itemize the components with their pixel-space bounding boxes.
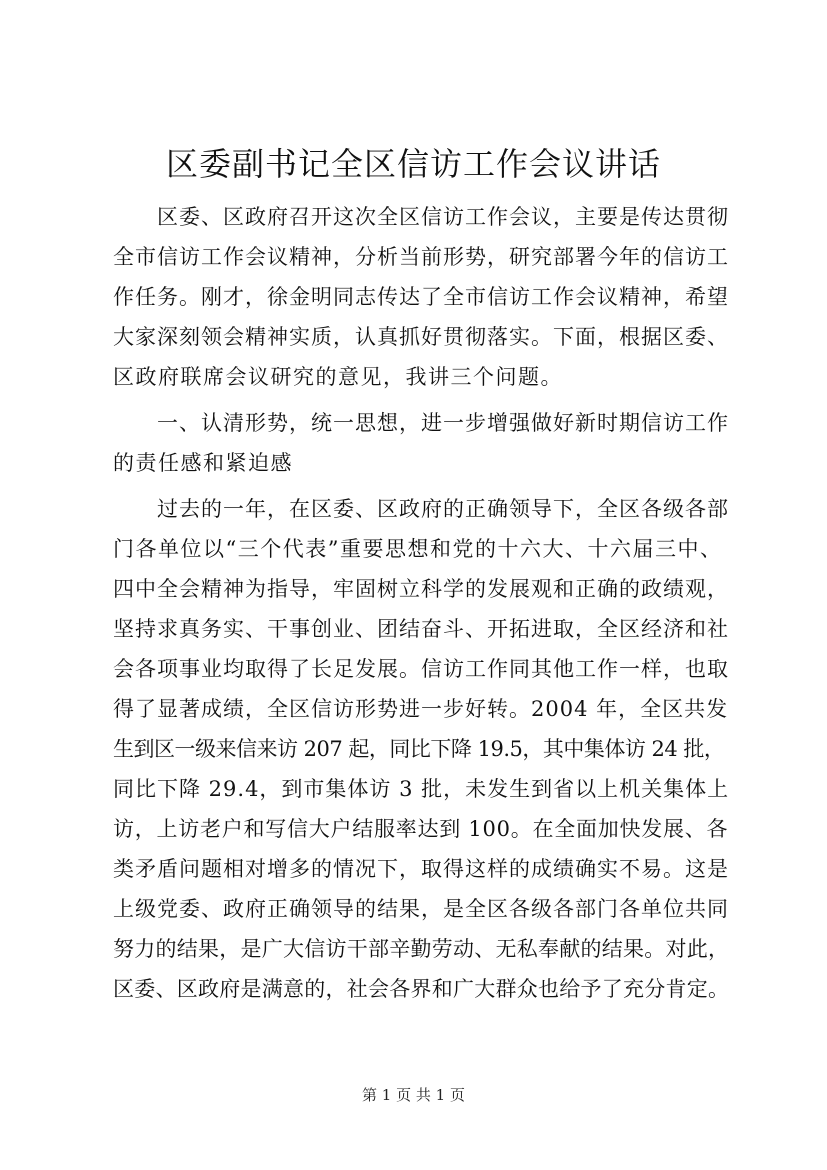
- body-line: 会各项事业均取得了长足发展。信访工作同其他工作一样，也取: [113, 657, 729, 681]
- body-line: 作任务。刚才，徐金明同志传达了全市信访工作会议精神，希望: [113, 285, 729, 309]
- body-line: 访，上访老户和写信大户结服率达到 100。在全面加快发展、各: [113, 817, 729, 841]
- body-line: 区委、区政府召开这次全区信访工作会议，主要是传达贯彻: [113, 205, 729, 229]
- body-line: 四中全会精神为指导，牢固树立科学的发展观和正确的政绩观，: [113, 577, 729, 601]
- body-line: 生到区一级来信来访 207 起，同比下降 19.5，其中集体访 24 批，: [113, 737, 725, 761]
- section-heading-line: 一、认清形势，统一思想，进一步增强做好新时期信访工作: [113, 411, 729, 435]
- body-line: 得了显著成绩，全区信访形势进一步好转。2004 年，全区共发: [113, 697, 729, 721]
- body-line: 坚持求真务实、干事创业、团结奋斗、开拓进取，全区经济和社: [113, 617, 729, 641]
- body-line: 努力的结果，是广大信访干部辛勤劳动、无私奉献的结果。对此，: [113, 937, 730, 961]
- body-line: 全市信访工作会议精神，分析当前形势，研究部署今年的信访工: [113, 245, 729, 269]
- body-line: 类矛盾问题相对增多的情况下，取得这样的成绩确实不易。这是: [113, 857, 729, 881]
- body-line: 区政府联席会议研究的意见，我讲三个问题。: [113, 365, 563, 389]
- body-line: 区委、区政府是满意的，社会各界和广大群众也给予了充分肯定。: [113, 977, 730, 1001]
- body-line: 门各单位以“三个代表”重要思想和党的十六大、十六届三中、: [113, 537, 723, 561]
- document-title: 区委副书记全区信访工作会议讲话: [165, 145, 661, 183]
- body-line: 过去的一年，在区委、区政府的正确领导下，全区各级各部: [113, 497, 729, 521]
- body-line: 上级党委、政府正确领导的结果，是全区各级各部门各单位共同: [113, 897, 729, 921]
- body-line: 同比下降 29.4，到市集体访 3 批，未发生到省以上机关集体上: [113, 777, 730, 801]
- page-number-footer: 第 1 页 共 1 页: [362, 1086, 465, 1104]
- section-heading-line: 的责任感和紧迫感: [113, 451, 293, 475]
- body-line: 大家深刻领会精神实质，认真抓好贯彻落实。下面，根据区委、: [113, 325, 729, 349]
